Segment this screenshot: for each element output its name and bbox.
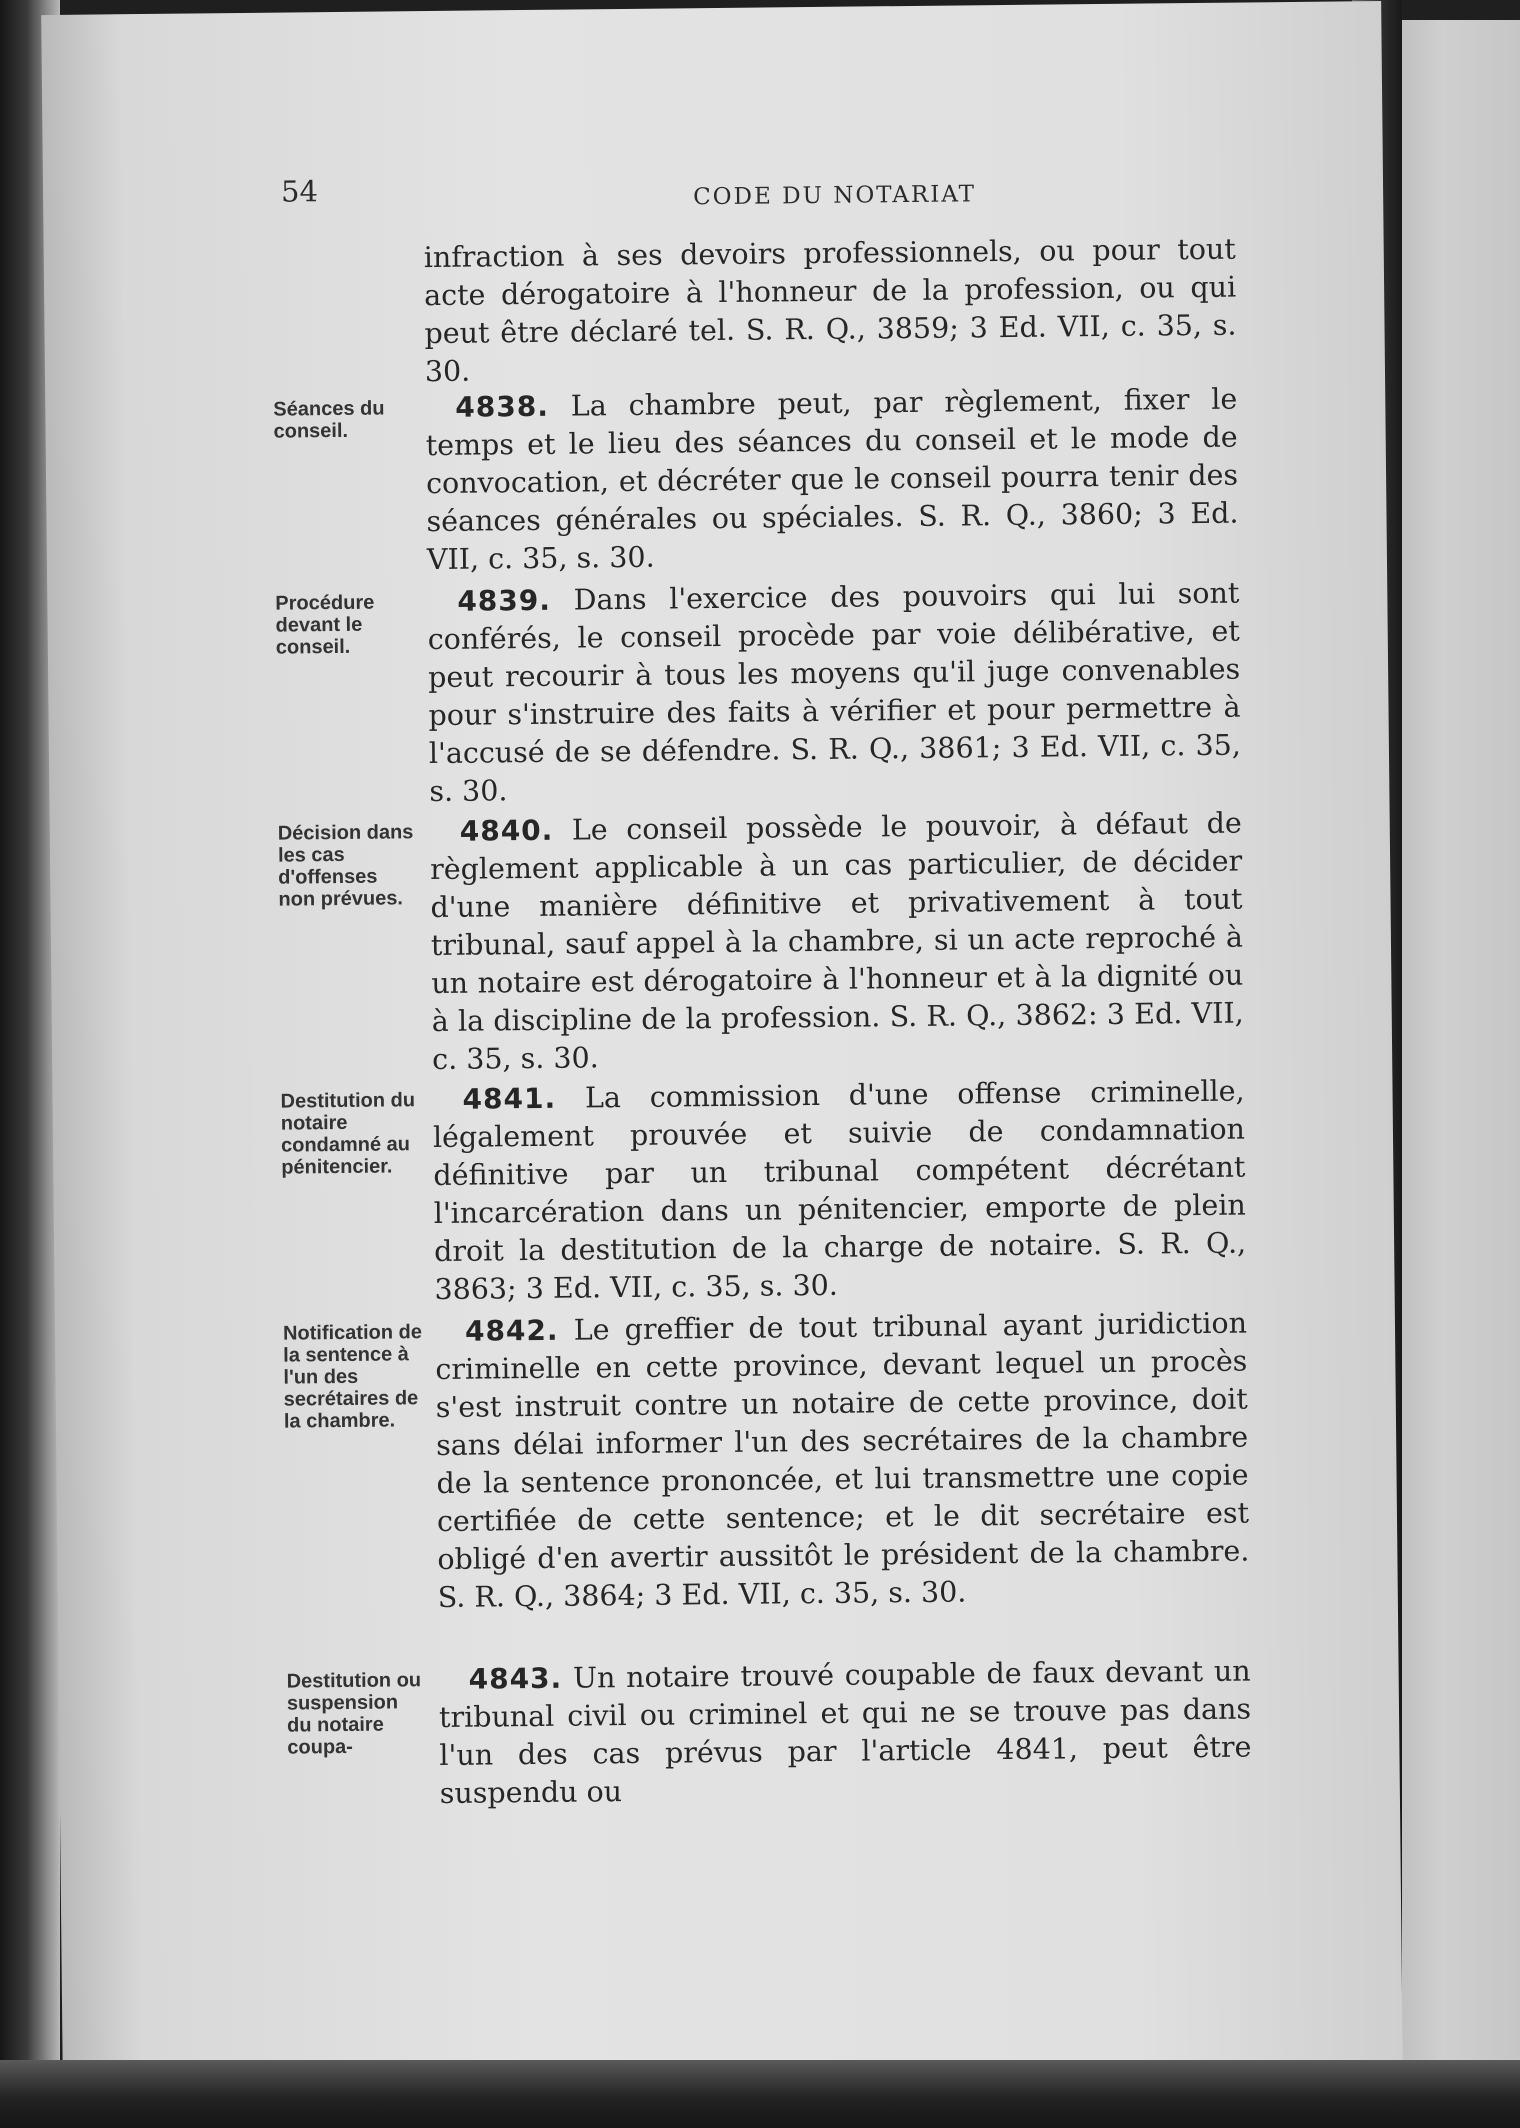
article-number: 4843. [468, 1661, 563, 1696]
article-text: Dans l'exercice des pouvoirs qui lui sont conférés, le conseil procède par voie délibérative, et peut recourir à tous les moyens qu'il juge convenables pour s'instruire des faits à vérifier et pour permettre à l'accusé de se défendre. S. R. Q., 3861; 3 Ed. VII, c. 35, s. 30. [427, 576, 1242, 809]
article-4843 [58, 1651, 1398, 1810]
article-text: Le greffier de tout tribunal ayant juridiction criminelle en cette province, devant lequel un procès s'est instruit contre un notaire de cette province, doit sans délai informer l'un des secrétaires de la chambre de la sentence prononcée, et lui transmettre une copie certifiée de cette sentence; et le dit secrétaire est obligé d'en avertir aussitôt le président de la chambre. S. R. Q., 3864; 3 Ed. VII, c. 35, s. 30. [435, 1306, 1250, 1615]
article-number: 4842. [464, 1313, 559, 1348]
margin-note: Séances du conseil. [273, 397, 385, 443]
article-paragraph [432, 1073, 1246, 1309]
margin-note: Notification de la sentence à l'un des secrétaires de la chambre. [282, 1321, 423, 1433]
book-page [41, 1, 1403, 2087]
continuation-paragraph: infraction à ses devoirs professionnels, ou pour tout acte dérogatoire à l'honneur de la profession, ou qui peut être déclaré tel. S. R. Q., 3859; 3 Ed. VII, c. 35, s. 30. [423, 232, 1237, 389]
article-number: 4838. [455, 389, 550, 424]
article-text: La commission d'une offense criminelle, légalement prouvée et suivie de condamnation définitive par un tribunal compétent décrétant l'incarcération dans un pénitencier, emporte de plein droit la destitution de la charge de notaire. S. R. Q., 3863; 3 Ed. VII, c. 35, s. 30. [432, 1074, 1247, 1307]
margin-note: Décision dans les cas d'offenses non prévues. [277, 821, 414, 911]
article-paragraph [438, 1653, 1252, 1813]
article-paragraph [430, 805, 1245, 1079]
article-text: Un notaire trouvé coupable de faux devant un tribunal civil ou criminel et qui ne se trouve pas dans l'un des cas prévus par l'article 4841, peut être suspendu ou [438, 1654, 1252, 1810]
margin-note: Procédure devant le conseil. [275, 591, 375, 659]
article-paragraph [427, 575, 1241, 811]
adjacent-page [1392, 20, 1520, 2080]
article-paragraph [435, 1305, 1250, 1617]
margin-note: Destitution ou suspension du notaire coupa- [286, 1669, 422, 1759]
running-title: CODE DU NOTARIAT [692, 181, 977, 211]
margin-note: Destitution du notaire condamné au pénitencier. [280, 1089, 416, 1179]
article-number: 4841. [462, 1081, 557, 1116]
article-text: Le conseil possède le pouvoir, à défaut de règlement applicable à un cas particulier, de décider d'une manière définitive et privativement à tout tribunal, sauf appel à la chambre, si un acte reproché à un notaire est dérogatoire à l'honneur et à la dignité ou à la discipline de la profession. S. R. Q., 3862: 3 Ed. VII, c. 35, s. 30. [429, 806, 1244, 1077]
article-text: La chambre peut, par règlement, fixer le temps et le lieu des séances du conseil et le mode de convocation, et décréter que le conseil pourra tenir des séances générales ou spéciales. S. R. Q., 3860; 3 Ed. VII, c. 35, s. 30. [425, 382, 1239, 577]
article-number: 4840. [459, 813, 554, 848]
article-number: 4839. [457, 583, 552, 618]
page-number: 54 [280, 174, 319, 209]
article-paragraph [425, 381, 1239, 579]
book-edge-bottom [0, 2060, 1520, 2128]
